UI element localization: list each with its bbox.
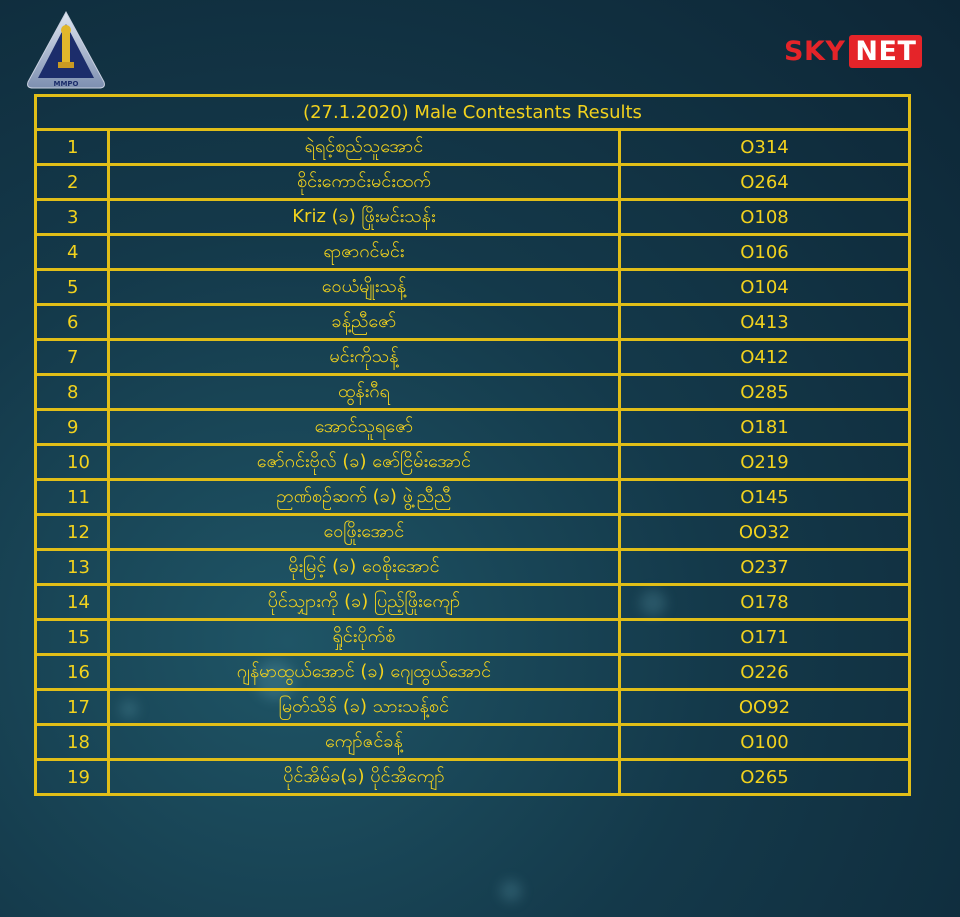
name-cell: ဝေဖြိုးအောင် [108, 515, 619, 550]
table-row [36, 620, 910, 655]
code-cell: O100 [620, 725, 910, 760]
name-cell: ဝေယံမျိုးသန့် [108, 270, 619, 305]
rank-cell: 3 [36, 200, 109, 235]
rank-cell: 4 [36, 235, 109, 270]
name-cell: ဇော်ဂင်းဗိုလ် (ခ) ဇော်ငြိမ်းအောင် [108, 445, 619, 480]
name-cell: မင်းကိုသန့် [108, 340, 619, 375]
name-cell: Kriz (ခ) ဖြိုးမင်းသန်း [108, 200, 619, 235]
results-table [34, 94, 911, 796]
rank-cell: 2 [36, 165, 109, 200]
table-row [36, 340, 910, 375]
table-row [36, 725, 910, 760]
rank-cell: 5 [36, 270, 109, 305]
rank-cell: 13 [36, 550, 109, 585]
name-cell: ခန့်ညီဇော် [108, 305, 619, 340]
rank-cell: 12 [36, 515, 109, 550]
rank-cell: 10 [36, 445, 109, 480]
name-cell: စိုင်းကောင်းမင်းထက် [108, 165, 619, 200]
brand-net-text: NET [849, 35, 922, 68]
code-cell: O413 [620, 305, 910, 340]
table-row [36, 480, 910, 515]
rank-cell: 1 [36, 130, 109, 165]
rank-cell: 17 [36, 690, 109, 725]
rank-cell: 11 [36, 480, 109, 515]
code-cell: O178 [620, 585, 910, 620]
name-cell: ထွန်းဂီရ [108, 375, 619, 410]
rank-cell: 16 [36, 655, 109, 690]
rank-cell: 19 [36, 760, 109, 795]
table-title: (27.1.2020) Male Contestants Results [36, 96, 910, 130]
name-cell: ရှိုင်းပိုက်စံ [108, 620, 619, 655]
code-cell: O314 [620, 130, 910, 165]
code-cell: O264 [620, 165, 910, 200]
code-cell: O108 [620, 200, 910, 235]
code-cell: O219 [620, 445, 910, 480]
name-cell: ကျော်ဇင်ခန့် [108, 725, 619, 760]
table-row [36, 270, 910, 305]
rank-cell: 9 [36, 410, 109, 445]
code-cell: O171 [620, 620, 910, 655]
name-cell: ပိုင်အိမ်ခ(ခ) ပိုင်အိကျော် [108, 760, 619, 795]
results-table-body [36, 96, 910, 795]
table-row [36, 515, 910, 550]
rank-cell: 15 [36, 620, 109, 655]
rank-cell: 6 [36, 305, 109, 340]
code-cell: O145 [620, 480, 910, 515]
skynet-brand [784, 34, 922, 68]
table-row [36, 305, 910, 340]
code-cell: O237 [620, 550, 910, 585]
code-cell: O106 [620, 235, 910, 270]
code-cell: O181 [620, 410, 910, 445]
code-cell: O226 [620, 655, 910, 690]
table-title-row [36, 96, 910, 130]
code-cell: O265 [620, 760, 910, 795]
table-row [36, 375, 910, 410]
table-row [36, 130, 910, 165]
name-cell: ဉာဏ်စဉ်ဆက် (ခ) ဖွဲ့ညီညီ [108, 480, 619, 515]
mmpo-logo [26, 10, 106, 94]
code-cell: OO92 [620, 690, 910, 725]
table-row [36, 655, 910, 690]
code-cell: O285 [620, 375, 910, 410]
name-cell: မြတ်သိခ် (ခ) သားသန့်စင် [108, 690, 619, 725]
code-cell: O104 [620, 270, 910, 305]
rank-cell: 14 [36, 585, 109, 620]
table-row [36, 550, 910, 585]
name-cell: ဂျန်မာထွယ်အောင် (ခ) ဂျေထွယ်အောင် [108, 655, 619, 690]
rank-cell: 18 [36, 725, 109, 760]
code-cell: OO32 [620, 515, 910, 550]
brand-sky-text: SKY [784, 35, 846, 67]
table-row [36, 410, 910, 445]
rank-cell: 7 [36, 340, 109, 375]
table-row [36, 200, 910, 235]
table-row [36, 760, 910, 795]
table-row [36, 235, 910, 270]
name-cell: ပိုင်သျှားကို (ခ) ပြည့်ဖြိုးကျော် [108, 585, 619, 620]
code-cell: O412 [620, 340, 910, 375]
rank-cell: 8 [36, 375, 109, 410]
table-row [36, 690, 910, 725]
table-row [36, 445, 910, 480]
table-row [36, 585, 910, 620]
name-cell: မိုးမြင့် (ခ) ဝေစိုးအောင် [108, 550, 619, 585]
bokeh-light [500, 880, 522, 902]
name-cell: ရဲရင့်စည်သူအောင် [108, 130, 619, 165]
name-cell: အောင်သူရဇော် [108, 410, 619, 445]
logo-label: MMPO [53, 80, 79, 88]
table-row [36, 165, 910, 200]
name-cell: ရာဇာဂင်မင်း [108, 235, 619, 270]
